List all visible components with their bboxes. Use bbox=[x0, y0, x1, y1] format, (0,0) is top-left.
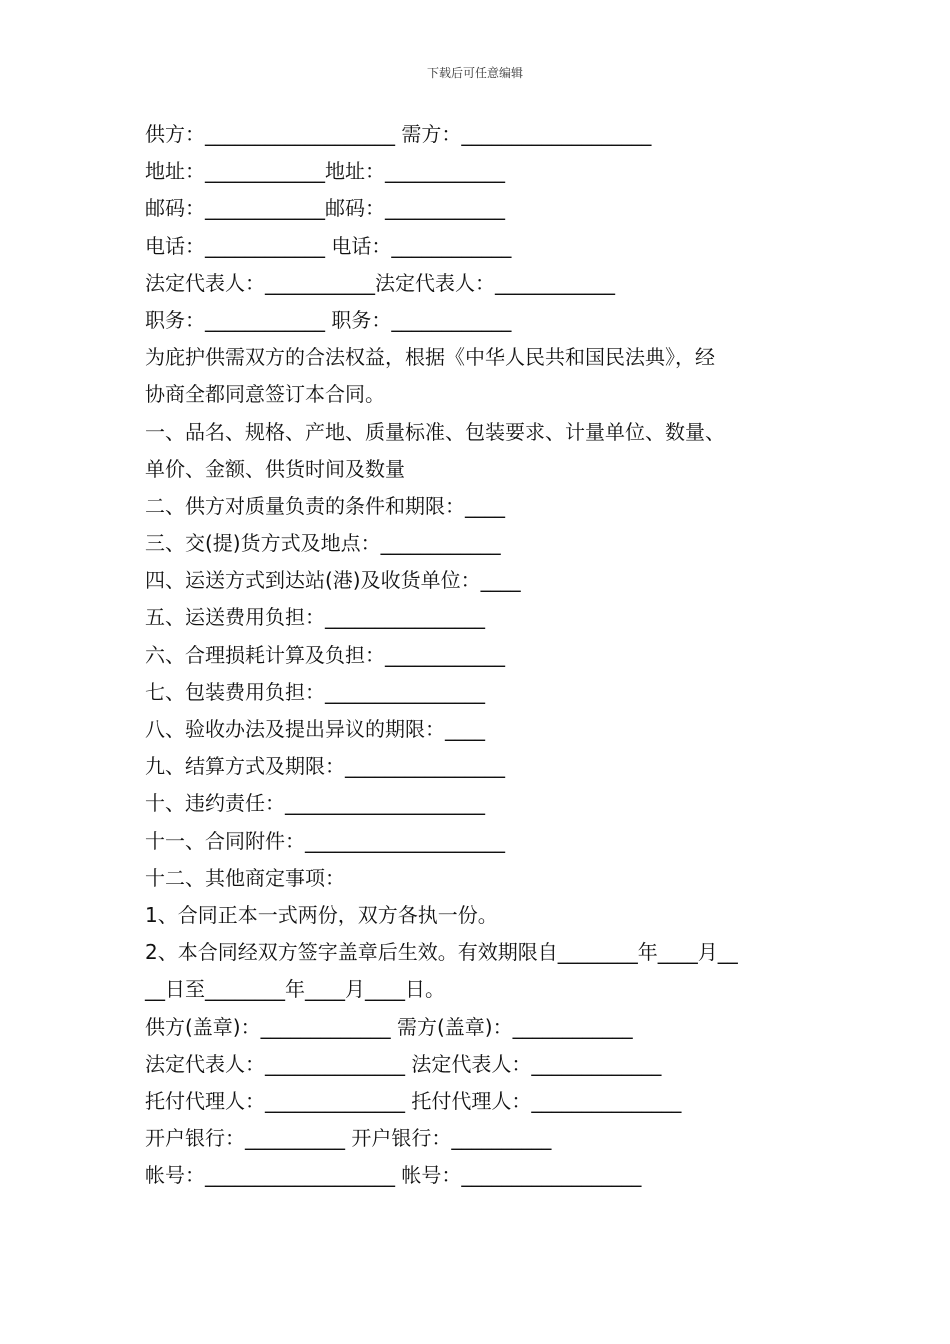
contract-body bbox=[145, 116, 825, 1194]
clause-10: 十、违约责任：____________________ bbox=[145, 791, 485, 816]
agent-line: 托付代理人：______________ 托付代理人：_______________ bbox=[145, 1088, 682, 1113]
party-names-line: 供方：___________________ 需方：___________________ bbox=[145, 122, 652, 146]
clause-1-line-1: 一、品名、规格、产地、质量标准、包装要求、计量单位、数量、 bbox=[145, 419, 725, 444]
bank-line: 开户银行：__________ 开户银行：__________ bbox=[145, 1126, 552, 1151]
sub-clause-2-line-2: __日至________年____月____日。 bbox=[145, 977, 445, 1002]
position-line: 职务：____________ 职务：____________ bbox=[145, 307, 512, 332]
clause-3: 三、交(提)货方式及地点：____________ bbox=[145, 531, 501, 556]
postcode-line: 邮码：____________邮码：____________ bbox=[145, 196, 505, 221]
legal-rep-line: 法定代表人：___________法定代表人：____________ bbox=[145, 270, 615, 295]
clause-12: 十二、其他商定事项： bbox=[145, 865, 345, 890]
address-line: 地址：____________地址：____________ bbox=[145, 159, 505, 184]
clause-8: 八、验收办法及提出异议的期限：____ bbox=[145, 717, 485, 741]
seal-line: 供方(盖章)：_____________ 需方(盖章)：____________ bbox=[145, 1014, 633, 1039]
sub-clause-1: 1、合同正本一式两份，双方各执一份。 bbox=[145, 902, 498, 927]
sub-clause-2-line-1: 2、本合同经双方签字盖章后生效。有效期限自________年____月__ bbox=[145, 940, 738, 965]
signature-legal-rep-line: 法定代表人：______________ 法定代表人：_____________ bbox=[145, 1051, 662, 1076]
clause-4: 四、运送方式到达站(港)及收货单位：____ bbox=[145, 568, 521, 593]
phone-line: 电话：____________ 电话：____________ bbox=[145, 233, 512, 258]
clause-7: 七、包装费用负担：________________ bbox=[145, 679, 485, 704]
clause-9: 九、结算方式及期限：________________ bbox=[145, 754, 505, 779]
clause-5: 五、运送费用负担：________________ bbox=[145, 605, 485, 630]
preamble-line-2: 协商全都同意签订本合同。 bbox=[145, 382, 385, 407]
clause-11: 十一、合同附件：____________________ bbox=[145, 828, 505, 853]
clause-1-line-2: 单价、金额、供货时间及数量 bbox=[145, 456, 405, 481]
preamble-line-1: 为庇护供需双方的合法权益，根据《中华人民共和国民法典》，经 bbox=[145, 345, 715, 370]
clause-6: 六、合理损耗计算及负担：____________ bbox=[145, 642, 505, 667]
page-header: 下载后可任意编辑 bbox=[426, 66, 523, 80]
account-line: 帐号：___________________ 帐号：__________________ bbox=[145, 1163, 642, 1188]
clause-2: 二、供方对质量负责的条件和期限：____ bbox=[145, 493, 505, 518]
